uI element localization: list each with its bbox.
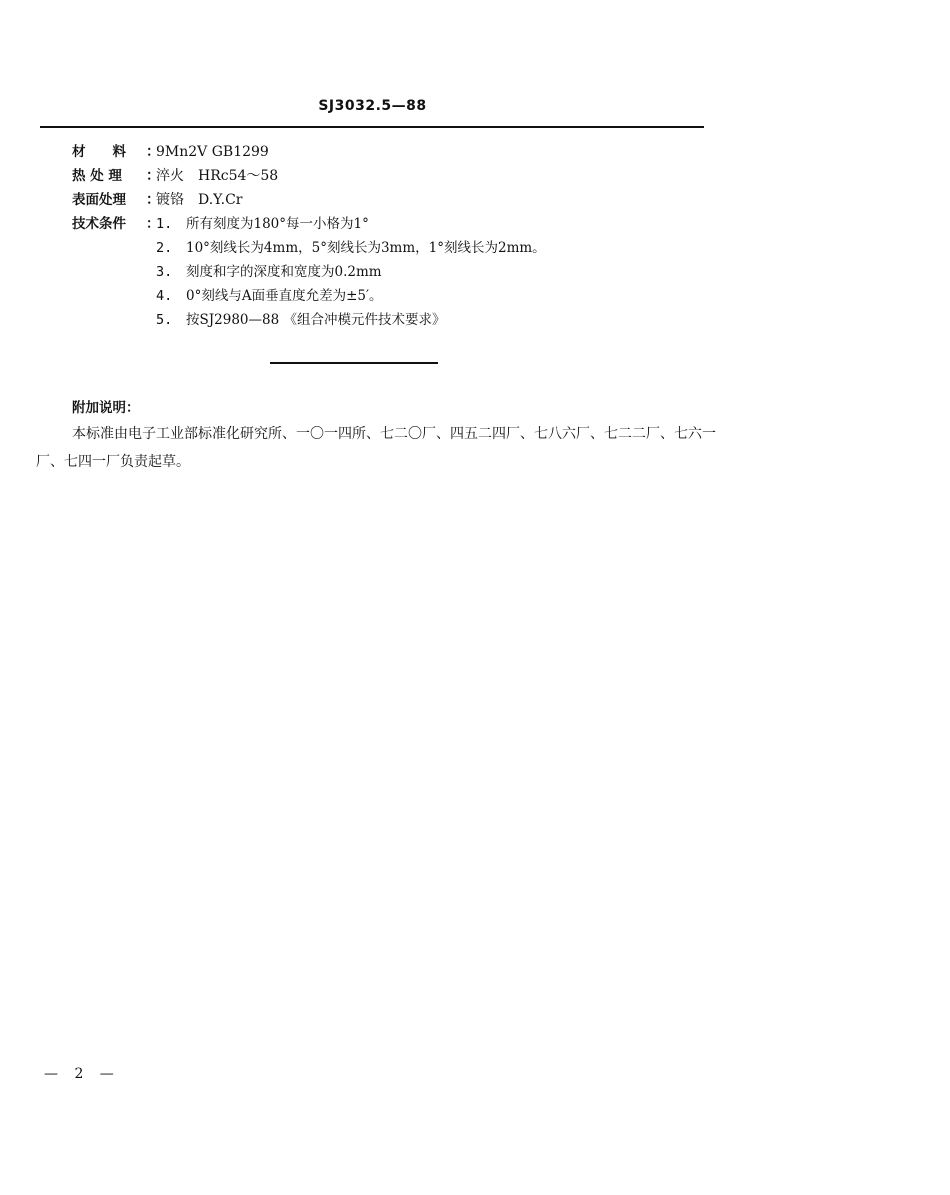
surface-treatment-value: 镀铬 D.Y.Cr xyxy=(156,192,243,208)
condition-text: 0°刻线与A面垂直度允差为±5′。 xyxy=(186,288,383,304)
heat-treatment-label: 热 处 理 xyxy=(72,168,122,184)
technical-conditions-row-5 xyxy=(72,308,546,332)
addendum-title: 附加说明： xyxy=(72,400,140,416)
standard-code-header: SJ3032.5—88 xyxy=(318,98,427,114)
technical-conditions-row-1 xyxy=(72,212,546,236)
condition-text: 10°刻线长为4mm，5°刻线长为3mm，1°刻线长为2mm。 xyxy=(186,240,546,256)
heat-treatment-sep: ： xyxy=(146,168,160,184)
condition-number: 4. xyxy=(156,288,173,304)
condition-text: 按SJ2980—88 《组合冲模元件技术要求》 xyxy=(186,312,446,328)
condition-text: 所有刻度为180°每一小格为1° xyxy=(186,216,369,232)
condition-text: 刻度和字的深度和宽度为0.2mm xyxy=(186,264,382,280)
technical-conditions-label: 技术条件 xyxy=(72,216,126,232)
condition-number: 2. xyxy=(156,240,173,256)
technical-conditions xyxy=(72,212,546,332)
page-number: — 2 — xyxy=(44,1066,120,1082)
surface-treatment-label: 表面处理 xyxy=(72,192,126,208)
material-value: 9Mn2V GB1299 xyxy=(156,144,269,160)
material-sep: ： xyxy=(146,144,160,160)
header-rule xyxy=(40,126,704,128)
condition-number: 3. xyxy=(156,264,173,280)
technical-conditions-row-4 xyxy=(72,284,546,308)
spec-block xyxy=(72,140,712,212)
surface-treatment-row xyxy=(72,188,712,212)
addendum-text: 本标准由电子工业部标准化研究所、一〇一四所、七二〇厂、四五二四厂、七八六厂、七二二厂、七六一厂、七四一厂负责起草。 xyxy=(36,426,716,470)
technical-conditions-row-3 xyxy=(72,260,546,284)
technical-conditions-row-2 xyxy=(72,236,546,260)
material-row xyxy=(72,140,712,164)
surface-treatment-sep: ： xyxy=(146,192,160,208)
section-divider xyxy=(270,362,438,364)
condition-number: 1. xyxy=(156,216,173,232)
heat-treatment-row xyxy=(72,164,712,188)
heat-treatment-value: 淬火 HRc54～58 xyxy=(156,168,279,184)
material-label: 材 料 xyxy=(72,144,126,160)
technical-conditions-sep: ： xyxy=(146,216,160,232)
condition-number: 5. xyxy=(156,312,173,328)
